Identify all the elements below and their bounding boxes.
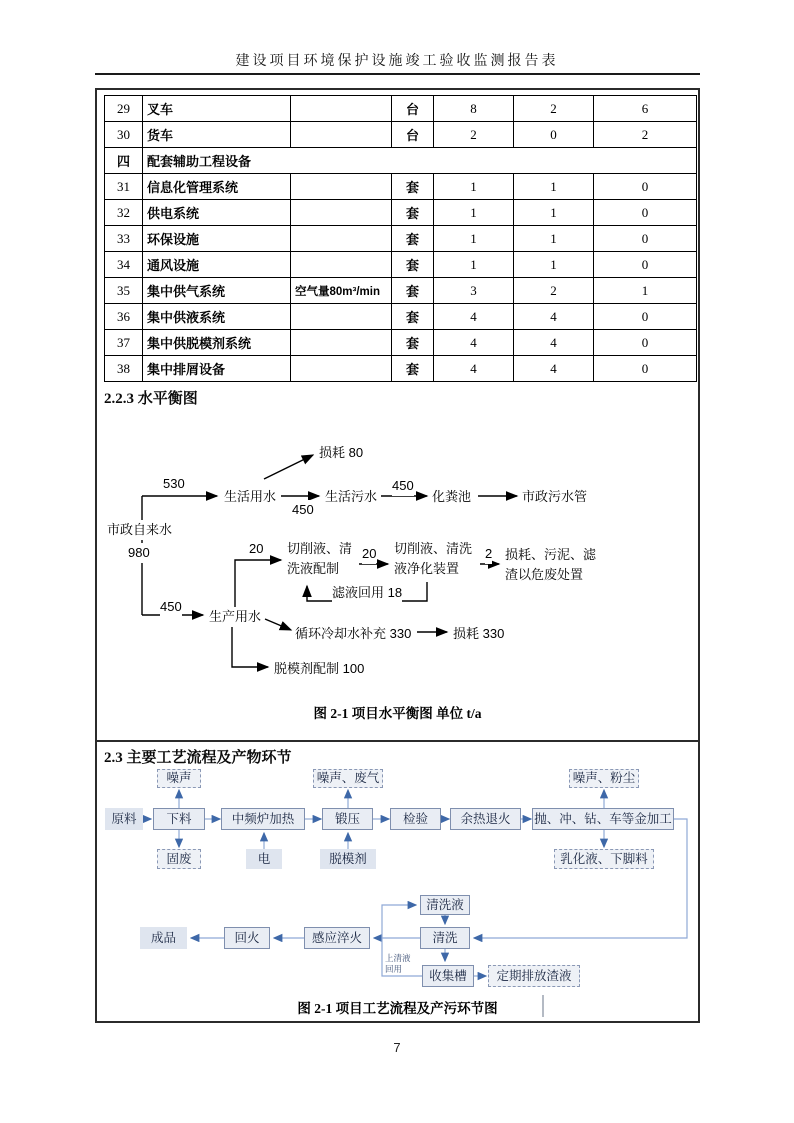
flow-node-collecting-tank: 收集槽 xyxy=(422,965,474,987)
water-node-tap-water: 市政自来水 xyxy=(107,520,172,540)
cell-spec xyxy=(291,304,392,330)
flow-node-solid-waste: 固废 xyxy=(157,849,201,869)
cell-total: 8 xyxy=(434,96,514,122)
page-number: 7 xyxy=(393,1040,401,1055)
flow-node-furnace-heating: 中频炉加热 xyxy=(221,808,305,830)
equipment-table xyxy=(104,95,697,382)
cell-added: 2 xyxy=(594,122,697,148)
flow-node-finished-product: 成品 xyxy=(140,927,187,949)
table-row xyxy=(105,330,697,356)
water-node-hazardous-disposal: 损耗、污泥、滤渣以危废处置 xyxy=(505,545,599,585)
water-node-municipal-sewer: 市政污水管 xyxy=(522,487,587,507)
water-node-2: 2 xyxy=(485,544,492,564)
water-node-loss80: 损耗 80 xyxy=(319,443,363,463)
table-row xyxy=(105,200,697,226)
cell-added: 0 xyxy=(594,174,697,200)
table-row xyxy=(105,304,697,330)
cell-existing: 1 xyxy=(514,226,594,252)
cell-existing: 0 xyxy=(514,122,594,148)
cell-spec xyxy=(291,356,392,382)
flow-node-induction-quenching: 感应淬火 xyxy=(304,927,370,949)
cell-no: 29 xyxy=(105,96,143,122)
table-row xyxy=(105,226,697,252)
flow-node-cleaning: 清洗 xyxy=(420,927,470,949)
cell-spec xyxy=(291,174,392,200)
water-node-450-below: 450 xyxy=(292,500,314,520)
cell-added: 0 xyxy=(594,226,697,252)
cell-existing: 1 xyxy=(514,200,594,226)
cell-existing: 1 xyxy=(514,252,594,278)
water-node-450-production: 450 xyxy=(160,597,182,617)
cell-added: 0 xyxy=(594,200,697,226)
cell-name: 集中供液系统 xyxy=(143,304,291,330)
cell-total: 4 xyxy=(434,330,514,356)
section-divider xyxy=(97,740,698,742)
cell-unit: 套 xyxy=(392,304,434,330)
water-node-loss330: 损耗 330 xyxy=(453,624,504,644)
table-row xyxy=(105,122,697,148)
cell-name: 集中供气系统 xyxy=(143,278,291,304)
cell-unit: 套 xyxy=(392,330,434,356)
water-section-heading: 2.2.3 水平衡图 xyxy=(104,391,198,407)
water-node-980: 980 xyxy=(128,543,150,563)
flow-node-noise-gas: 噪声、废气 xyxy=(313,769,383,788)
text-cursor xyxy=(542,995,544,1017)
water-node-septic-tank: 化粪池 xyxy=(432,487,471,507)
cell-total: 2 xyxy=(434,122,514,148)
cell-name: 货车 xyxy=(143,122,291,148)
table-section-row xyxy=(105,148,697,174)
cell-name: 叉车 xyxy=(143,96,291,122)
water-balance-diagram xyxy=(97,412,702,702)
cell-existing: 4 xyxy=(514,304,594,330)
cell-name: 信息化管理系统 xyxy=(143,174,291,200)
cell-added: 6 xyxy=(594,96,697,122)
cell-no: 35 xyxy=(105,278,143,304)
water-node-20-prep: 20 xyxy=(249,539,263,559)
water-node-cutting-fluid-prep: 切削液、清洗液配制 xyxy=(287,539,357,579)
table-row xyxy=(105,356,697,382)
flow-node-blanking: 下料 xyxy=(153,808,205,830)
flow-node-noise: 噪声 xyxy=(157,769,201,788)
cell-total: 3 xyxy=(434,278,514,304)
document-header-title: 建设项目环境保护设施竣工验收监测报告表 xyxy=(235,54,559,69)
cell-name: 供电系统 xyxy=(143,200,291,226)
cell-name: 集中排屑设备 xyxy=(143,356,291,382)
cell-existing: 2 xyxy=(514,278,594,304)
cell-total: 1 xyxy=(434,200,514,226)
flow-node-supernatant-reuse: 上清液回用 xyxy=(385,953,415,974)
flow-node-electricity: 电 xyxy=(246,849,282,869)
cell-unit: 套 xyxy=(392,200,434,226)
flow-node-forging: 锻压 xyxy=(322,808,373,830)
flow-node-tempering: 回火 xyxy=(224,927,270,949)
water-node-530: 530 xyxy=(163,474,185,494)
flow-node-raw-material: 原料 xyxy=(105,808,143,830)
cell-no: 32 xyxy=(105,200,143,226)
flow-node-machining: 抛、冲、钻、车等金加工 xyxy=(532,808,674,830)
table-row xyxy=(105,96,697,122)
water-node-cooling-makeup: 循环冷却水补充 330 xyxy=(295,624,411,644)
cell-spec: 空气量80m³/min xyxy=(291,278,392,304)
cell-no: 四 xyxy=(105,148,143,174)
cell-added: 0 xyxy=(594,252,697,278)
cell-total: 1 xyxy=(434,226,514,252)
water-node-release-agent-prep: 脱模剂配制 100 xyxy=(274,659,364,679)
cell-no: 34 xyxy=(105,252,143,278)
cell-spec xyxy=(291,252,392,278)
cell-unit: 台 xyxy=(392,122,434,148)
cell-unit: 套 xyxy=(392,226,434,252)
flow-node-release-agent: 脱模剂 xyxy=(320,849,376,869)
content-border-box xyxy=(95,88,700,1023)
cell-spec xyxy=(291,96,392,122)
water-node-production-water: 生产用水 xyxy=(209,607,261,627)
flow-node-emulsion-scrap: 乳化液、下脚料 xyxy=(554,849,654,869)
cell-no: 30 xyxy=(105,122,143,148)
cell-no: 37 xyxy=(105,330,143,356)
water-node-purification-unit: 切削液、清洗液净化装置 xyxy=(394,539,476,579)
cell-name: 环保设施 xyxy=(143,226,291,252)
cell-no: 31 xyxy=(105,174,143,200)
cell-total: 4 xyxy=(434,356,514,382)
water-node-20-purify: 20 xyxy=(362,544,376,564)
cell-unit: 套 xyxy=(392,174,434,200)
cell-spec xyxy=(291,330,392,356)
cell-existing: 1 xyxy=(514,174,594,200)
table-row xyxy=(105,252,697,278)
flow-node-noise-dust: 噪声、粉尘 xyxy=(569,769,639,788)
cell-unit: 套 xyxy=(392,252,434,278)
cell-existing: 2 xyxy=(514,96,594,122)
cell-spec xyxy=(291,122,392,148)
water-figure-caption: 图 2-1 项目水平衡图 单位 t/a xyxy=(313,706,482,721)
cell-no: 36 xyxy=(105,304,143,330)
cell-name: 集中供脱模剂系统 xyxy=(143,330,291,356)
cell-name: 通风设施 xyxy=(143,252,291,278)
cell-spec xyxy=(291,226,392,252)
water-node-450-above: 450 xyxy=(392,476,414,496)
header-rule xyxy=(95,73,700,75)
process-figure-caption: 图 2-1 项目工艺流程及产污环节图 xyxy=(297,1001,498,1016)
process-section-heading: 2.3 主要工艺流程及产物环节 xyxy=(104,750,292,766)
flow-node-inspection: 检验 xyxy=(390,808,441,830)
cell-unit: 套 xyxy=(392,278,434,304)
cell-total: 4 xyxy=(434,304,514,330)
cell-no: 38 xyxy=(105,356,143,382)
process-flow-diagram xyxy=(97,765,702,1000)
cell-added: 1 xyxy=(594,278,697,304)
cell-unit: 套 xyxy=(392,356,434,382)
flow-node-annealing: 余热退火 xyxy=(450,808,521,830)
cell-unit: 台 xyxy=(392,96,434,122)
flow-node-cleaning-fluid: 清洗液 xyxy=(420,895,470,915)
table-row xyxy=(105,174,697,200)
cell-existing: 4 xyxy=(514,330,594,356)
cell-added: 0 xyxy=(594,304,697,330)
water-node-domestic-sewage: 生活污水 xyxy=(325,487,377,507)
cell-spec xyxy=(291,200,392,226)
water-node-filtrate-reuse: 滤液回用 18 xyxy=(332,583,402,603)
cell-added: 0 xyxy=(594,330,697,356)
cell-total: 1 xyxy=(434,252,514,278)
water-node-domestic-water: 生活用水 xyxy=(224,487,276,507)
flow-node-periodic-discharge: 定期排放渣液 xyxy=(488,965,580,987)
cell-total: 1 xyxy=(434,174,514,200)
table-row xyxy=(105,278,697,304)
cell-existing: 4 xyxy=(514,356,594,382)
cell-section-name: 配套辅助工程设备 xyxy=(143,148,697,174)
cell-added: 0 xyxy=(594,356,697,382)
cell-no: 33 xyxy=(105,226,143,252)
